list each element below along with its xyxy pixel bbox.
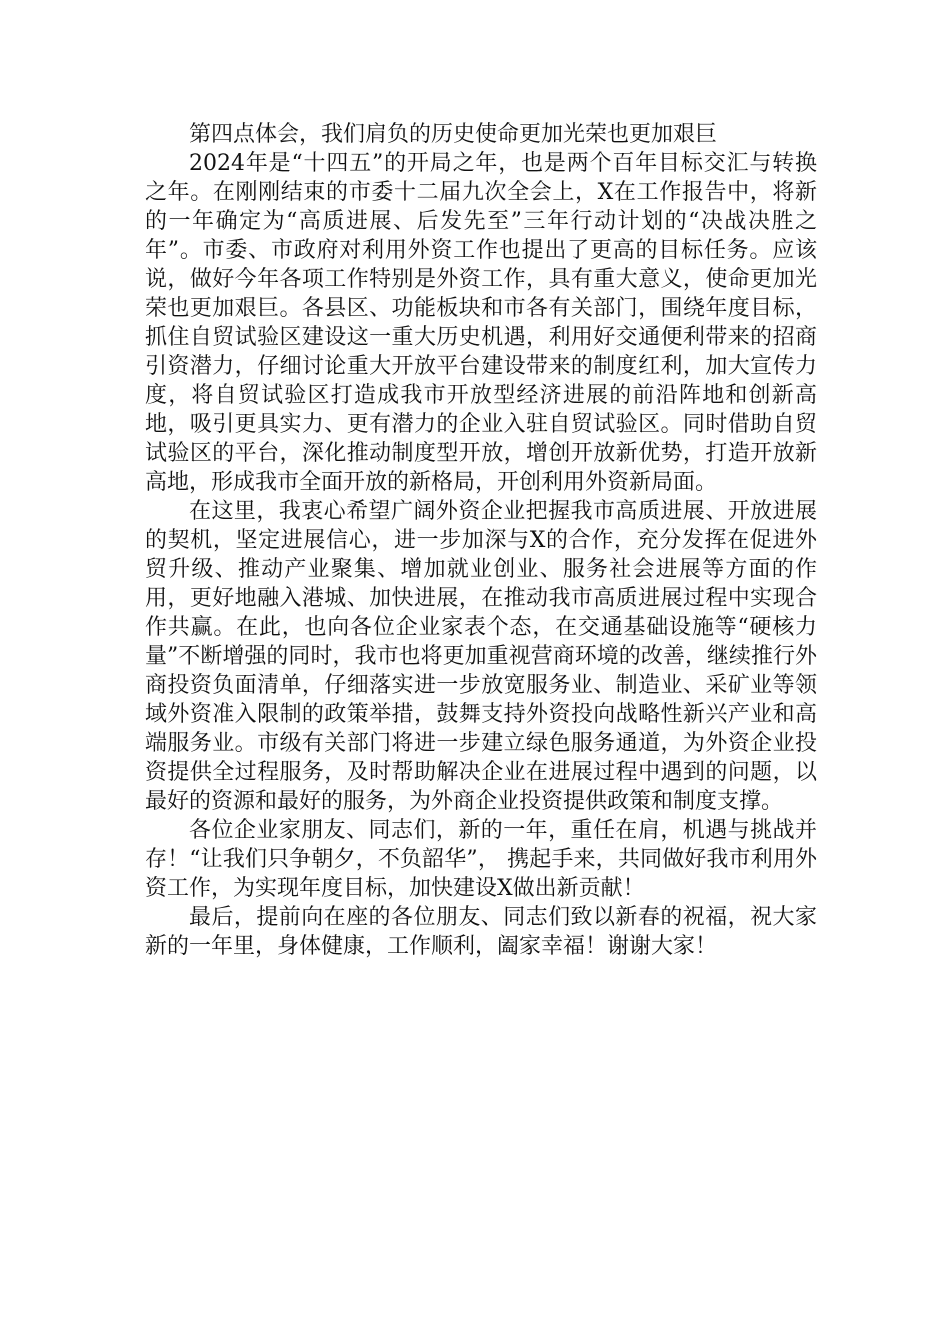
paragraph: 在这里，我衷心希望广阔外资企业把握我市高质进展、开放进展的契机，坚定进展信心，进一步加深与X的合作，充分发挥在促进外贸升级、推动产业聚集、增加就业创业、服务社会进展等方面的作用，更好地融入港城、加快进展，在推动我市高质进展过程中实现合作共赢。在此，也向各位企业家表个态，在交通基础设施等“硬核力量”不断增强的同时，我市也将更加重视营商环境的改善，继续推行外商投资负面清单，仔细落实进一步放宽服务业、制造业、采矿业等领域外资准入限制的政策举措，鼓舞支持外资投向战略性新兴产业和高端服务业。市级有关部门将进一步建立绿色服务通道，为外资企业投资提供全过程服务，及时帮助解决企业在进展过程中遇到的问题，以最好的资源和最好的服务，为外商企业投资提供政策和制度支撑。	[145, 499, 817, 814]
paragraph: 2024年是“十四五”的开局之年，也是两个百年目标交汇与转换之年。在刚刚结束的市委十二届九次全会上，X在工作报告中，将新的一年确定为“高质进展、后发先至”三年行动计划的“决战决胜之年”。市委、市政府对利用外资工作也提出了更高的目标任务。应该说，做好今年各项工作特别是外资工作，具有重大意义，使命更加光荣也更加艰巨。各县区、功能板块和市各有关部门，围绕年度目标，抓住自贸试验区建设这一重大历史机遇，利用好交通便利带来的招商引资潜力，仔细讨论重大开放平台建设带来的制度红利，加大宣传力度，将自贸试验区打造成我市开放型经济进展的前沿阵地和创新高地，吸引更具实力、更有潜力的企业入驻自贸试验区。同时借助自贸试验区的平台，深化推动制度型开放，增创开放新优势，打造开放新高地，形成我市全面开放的新格局，开创利用外资新局面。	[145, 151, 817, 495]
document-body	[145, 120, 817, 961]
paragraph: 各位企业家朋友、同志们，新的一年，重任在肩，机遇与挑战并存！“让我们只争朝夕，不负韶华”， 携起手来，共同做好我市利用外资工作，为实现年度目标，加快建设X做出新贡献！	[145, 818, 817, 901]
paragraph-heading: 第四点体会，我们肩负的历史使命更加光荣也更加艰巨	[189, 122, 718, 147]
paragraph: 最后，提前向在座的各位朋友、同志们致以新春的祝福，祝大家新的一年里，身体健康，工作顺利，阖家幸福！谢谢大家！	[145, 905, 817, 959]
